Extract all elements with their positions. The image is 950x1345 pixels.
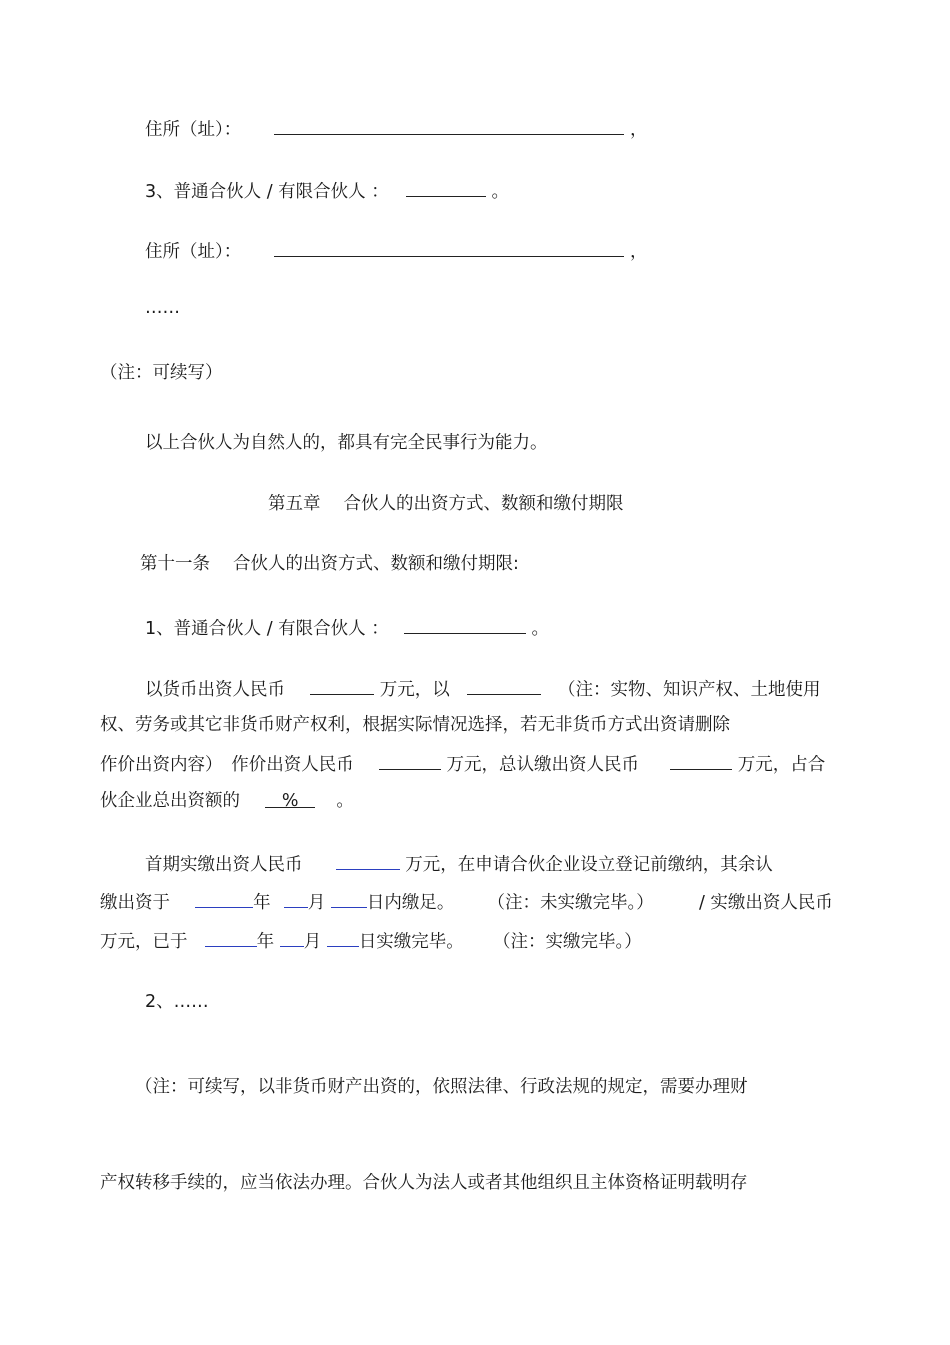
text: 年 — [256, 932, 275, 952]
item-2: 2、…… — [145, 992, 209, 1012]
text: 。 — [336, 791, 354, 811]
period: 。 — [491, 182, 509, 202]
percent-blank[interactable] — [265, 789, 315, 811]
contribution-line-4 — [100, 789, 354, 813]
address-line-1 — [145, 116, 647, 142]
percent-sign: % — [281, 791, 299, 811]
partner-label: 3、普通合伙人 / 有限合伙人 ： — [145, 182, 389, 202]
note: （注：未实缴完毕。） — [487, 893, 654, 913]
contribution-line-3 — [100, 751, 825, 777]
comma: ， — [629, 242, 648, 262]
address-blank[interactable] — [274, 238, 624, 257]
year-blank[interactable] — [195, 889, 253, 908]
address-label: 住所（址）： — [145, 242, 242, 262]
text: 万元，占合 — [737, 755, 826, 775]
day-blank[interactable] — [327, 928, 359, 947]
note: （注：实缴完毕。） — [492, 932, 642, 952]
partner-name-blank[interactable] — [404, 615, 526, 634]
initial-payment-blank[interactable] — [336, 851, 400, 870]
contribution-line-1 — [145, 676, 821, 702]
month-blank[interactable] — [280, 928, 304, 947]
text: 年 — [253, 893, 271, 913]
text: 月 — [307, 893, 326, 913]
partner-3-line — [145, 178, 509, 204]
text: 日内缴足。 — [366, 893, 455, 913]
ellipsis: …… — [145, 298, 180, 318]
text: 缴出资于 — [100, 893, 170, 913]
article-11-heading: 第十一条 合伙人的出资方式、数额和缴付期限: — [140, 554, 519, 574]
text: 月 — [303, 932, 322, 952]
text: （注：实物、知识产权、土地使用 — [558, 680, 821, 700]
text: 万元，已于 — [100, 932, 188, 952]
note-continue: （注：可续写） — [100, 363, 223, 383]
text: 伙企业总出资额的 — [100, 791, 240, 811]
text: 万元，以 — [379, 680, 450, 700]
text: 首期实缴出资人民币 — [145, 855, 303, 875]
text: 日实缴完毕。 — [358, 932, 464, 952]
partner-1-line — [145, 615, 549, 641]
partner-label: 1、普通合伙人 / 有限合伙人 ： — [145, 619, 389, 639]
period: 。 — [531, 619, 549, 639]
month-blank[interactable] — [284, 889, 308, 908]
payment-line-2 — [100, 889, 833, 915]
note-long-line-2: 产权转移手续的，应当依法办理。合伙人为法人或者其他组织且主体资格证明载明存 — [100, 1173, 748, 1193]
partner-name-blank[interactable] — [406, 178, 486, 197]
note-long-line-1: （注：可续写，以非货币财产出资的，依照法律、行政法规的规定，需要办理财 — [135, 1077, 748, 1097]
total-subscribed-blank[interactable] — [670, 751, 732, 770]
comma: ， — [629, 120, 648, 140]
contribution-line-2: 权、劳务或其它非货币财产权利，根据实际情况选择，若无非货币方式出资请删除 — [100, 715, 730, 735]
in-kind-amount-blank[interactable] — [379, 751, 441, 770]
text: 以货币出资人民币 — [145, 680, 285, 700]
address-label: 住所（址）： — [145, 120, 242, 140]
text: / 实缴出资人民币 — [698, 893, 833, 913]
day-blank[interactable] — [331, 889, 367, 908]
text: 万元，总认缴出资人民币 — [446, 755, 639, 775]
payment-line-3 — [100, 928, 642, 954]
address-blank[interactable] — [274, 116, 624, 135]
chapter-title: 第五章 合伙人的出资方式、数额和缴付期限 — [268, 494, 624, 514]
payment-line-1 — [145, 851, 773, 877]
non-currency-type-blank[interactable] — [467, 676, 541, 695]
text: 万元，在申请合伙企业设立登记前缴纳，其余认 — [405, 855, 773, 875]
year-blank[interactable] — [205, 928, 257, 947]
text: 作价出资内容） 作价出资人民币 — [100, 755, 354, 775]
currency-amount-blank[interactable] — [310, 676, 374, 695]
natural-person-statement: 以上合伙人为自然人的，都具有完全民事行为能力。 — [145, 433, 548, 453]
address-line-2 — [145, 238, 647, 264]
